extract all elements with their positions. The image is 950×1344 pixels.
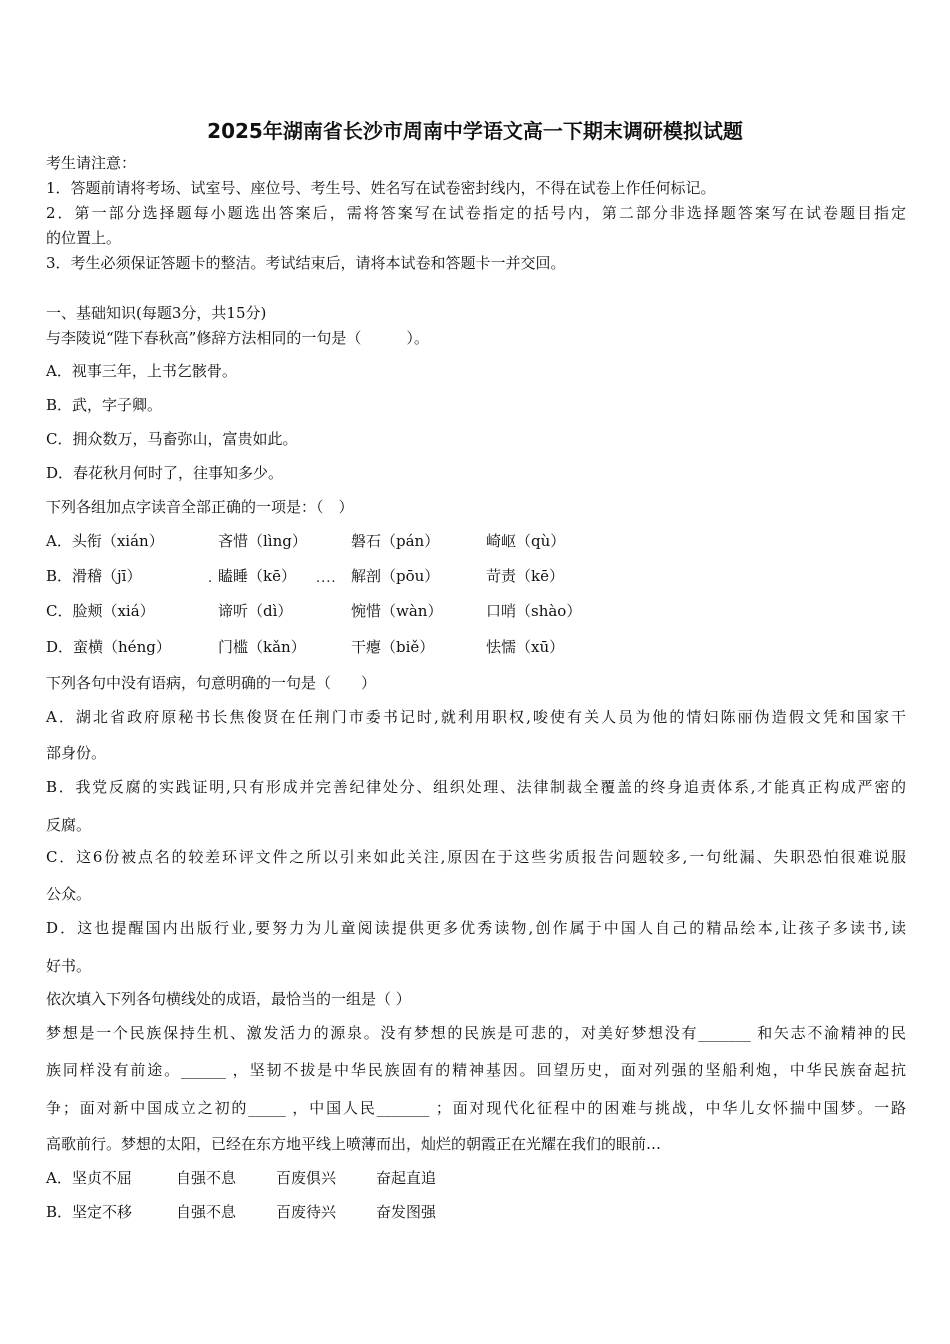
section-heading: 一、基础知识(每题3分，共15分) <box>46 304 267 322</box>
q4-passage-line: 高歌前行。梦想的太阳，已经在东方地平线上喷薄而出，灿烂的朝霞正在光耀在我们的眼前… <box>46 1135 662 1153</box>
q4-a-item: 自强不息 <box>176 1169 237 1187</box>
q2-b-item: B．滑稽（jī） <box>46 567 142 585</box>
q3-option-d: D．这也提醒国内出版行业,要努力为儿童阅读提供更多优秀读物,创作属于中国人自己的精品绘本,让孩子多读书,读 <box>46 919 906 937</box>
q4-passage-line: 争；面对新中国成立之初的_____ ，中国人民_______ ；面对现代化征程中的困难与挑战，中华儿女怀揣中国梦。一路 <box>46 1099 906 1117</box>
q4-a-item: 奋起直追 <box>376 1169 437 1187</box>
emphasis-dots: .... <box>316 571 337 586</box>
q2-a-item: 吝惜（lìng） <box>218 532 307 550</box>
q2-c-item: C．脸颊（xiá） <box>46 602 155 620</box>
q1-option-c: C．拥众数万，马畜弥山，富贵如此。 <box>46 430 298 448</box>
emphasis-dot: . <box>208 571 214 586</box>
q3-option-a: A．湖北省政府原秘书长焦俊贤在任荆门市委书记时,就利用职权,唆使有关人员为他的情妇陈丽伪造假文凭和国家干 <box>46 708 906 726</box>
q2-b-item: 瞌睡（kē） <box>218 567 296 585</box>
notice-item-3: 3．考生必须保证答题卡的整洁。考试结束后，请将本试卷和答题卡一并交回。 <box>46 254 566 272</box>
q3-option-c: C．这6份被点名的较差环评文件之所以引来如此关注,原因在于这些劣质报告问题较多,一句纰漏、失职恐怕很难说服 <box>46 848 906 866</box>
q3-stem: 下列各句中没有语病，句意明确的一句是（ ） <box>46 674 377 692</box>
q2-d-item: 门槛（kǎn） <box>218 638 306 656</box>
q4-a-item: 百废俱兴 <box>276 1169 337 1187</box>
q2-c-item: 惋惜（wàn） <box>351 602 443 620</box>
q4-a-item: A．坚贞不屈 <box>46 1169 132 1187</box>
q2-d-item: 干瘪（biě） <box>351 638 435 656</box>
q4-b-item: 自强不息 <box>176 1203 237 1221</box>
q1-option-d: D．春花秋月何时了，往事知多少。 <box>46 464 284 482</box>
q2-stem: 下列各组加点字读音全部正确的一项是：（ ） <box>46 498 354 516</box>
notice-item-2-cont: 的位置上。 <box>46 229 122 247</box>
q4-b-item: B．坚定不移 <box>46 1203 133 1221</box>
q2-c-item: 口哨（shào） <box>486 602 582 620</box>
q3-option-c-cont: 公众。 <box>46 885 92 903</box>
q1-option-b: B．武，字子卿。 <box>46 396 163 414</box>
q2-a-item: 崎岖（qù） <box>486 532 566 550</box>
notice-header: 考生请注意： <box>46 154 137 172</box>
q1-stem: 与李陵说“陛下春秋高”修辞方法相同的一句是（ ）。 <box>46 329 429 347</box>
notice-item-1: 1．答题前请将考场、试室号、座位号、考生号、姓名写在试卷密封线内，不得在试卷上作任何标记。 <box>46 179 716 197</box>
q2-d-item: 怯懦（xū） <box>486 638 565 656</box>
q2-b-item: 苛责（kē） <box>486 567 564 585</box>
q2-a-item: A．头衔（xián） <box>46 532 164 550</box>
q3-option-b: B．我党反腐的实践证明,只有形成并完善纪律处分、组织处理、法律制裁全覆盖的终身追责体系,才能真正构成严密的 <box>46 778 906 796</box>
q4-passage-line: 梦想是一个民族保持生机、激发活力的源泉。没有梦想的民族是可悲的，对美好梦想没有_______ 和矢志不渝精神的民 <box>46 1024 906 1042</box>
q2-b-item: 解剖（pōu） <box>351 567 440 585</box>
q4-passage-line: 族同样没有前途。______ ，坚韧不拔是中华民族固有的精神基因。回望历史，面对列强的坚船利炮，中华民族奋起抗 <box>46 1061 906 1079</box>
q1-option-a: A．视事三年，上书乞骸骨。 <box>46 362 237 380</box>
notice-item-2: 2．第一部分选择题每小题选出答案后，需将答案写在试卷指定的括号内，第二部分非选择题答案写在试卷题目指定 <box>46 204 906 222</box>
q3-option-a-cont: 部身份。 <box>46 744 107 762</box>
q3-option-d-cont: 好书。 <box>46 957 92 975</box>
q3-option-b-cont: 反腐。 <box>46 816 92 834</box>
q2-c-item: 谛听（dì） <box>218 602 293 620</box>
q2-d-item: D．蛮横（héng） <box>46 638 171 656</box>
page-title: 2025年湖南省长沙市周南中学语文高一下期末调研模拟试题 <box>207 119 743 143</box>
q4-b-item: 奋发图强 <box>376 1203 437 1221</box>
q2-a-item: 磐石（pán） <box>351 532 440 550</box>
q4-stem: 依次填入下列各句横线处的成语，最恰当的一组是（ ） <box>46 990 411 1008</box>
q4-b-item: 百废待兴 <box>276 1203 337 1221</box>
